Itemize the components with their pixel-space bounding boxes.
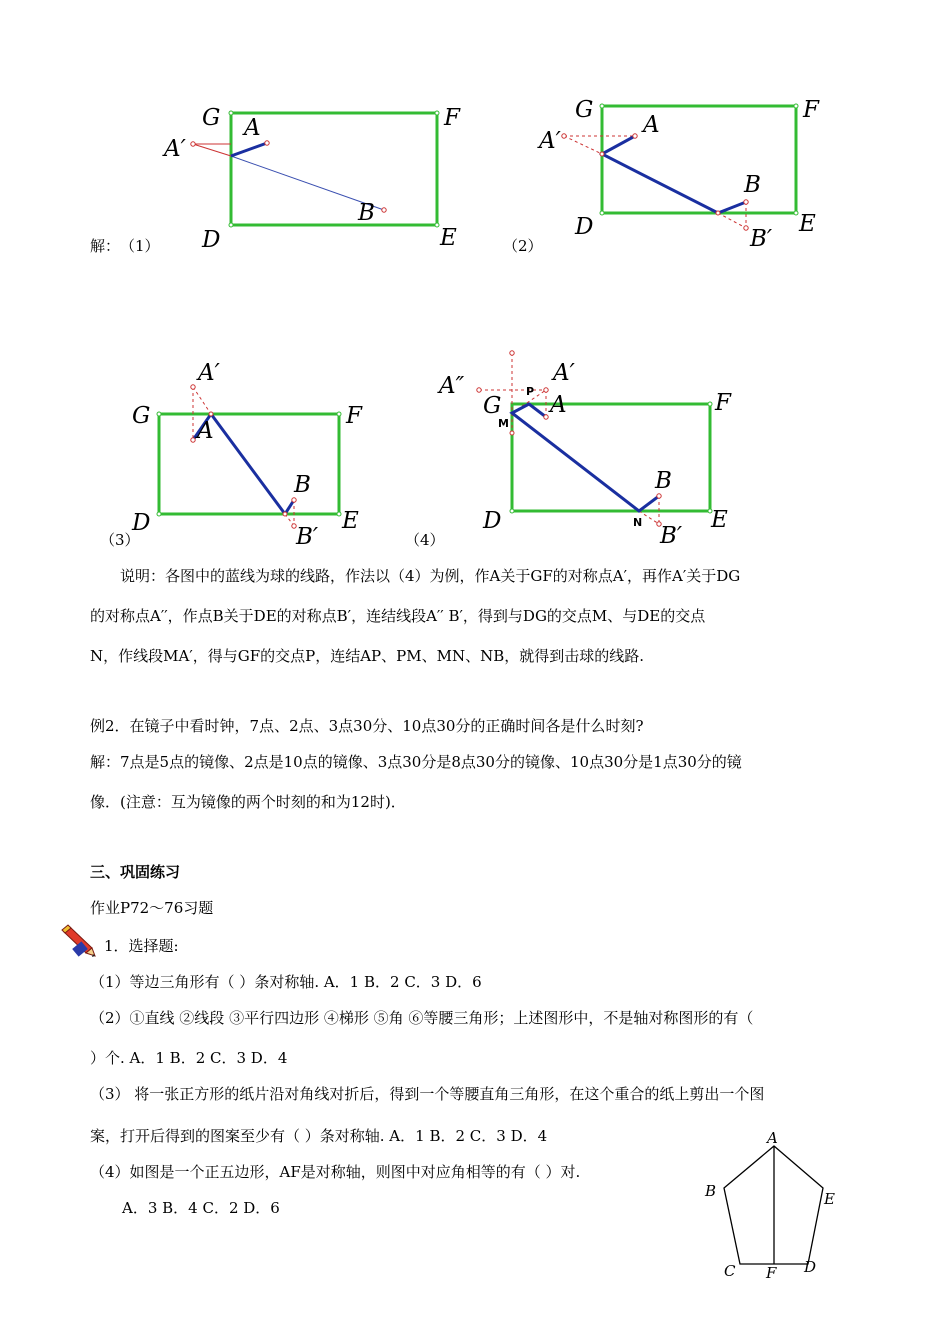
pentagon-label-A: A [767, 1129, 778, 1147]
label-F: F [715, 390, 731, 416]
figure-4 [435, 345, 745, 555]
label-M: M [498, 417, 509, 430]
homework-text: 作业P72～76习题 [90, 899, 214, 917]
label-G: G [132, 403, 151, 429]
label-D: D [132, 510, 151, 536]
label-D: D [202, 227, 221, 253]
label-E: E [440, 225, 457, 251]
figure-2-label: （2） [503, 237, 543, 255]
section3-title: 三、巩固练习 [90, 863, 181, 881]
label-B-prime: B′ [660, 523, 683, 549]
q1-1: （1）等边三角形有（ ）条对称轴. A．1 B．2 C．3 D．6 [90, 973, 482, 991]
label-F: F [346, 403, 362, 429]
q1-2-line-1: （2）①直线 ②线段 ③平行四边形 ④梯形 ⑤角 ⑥等腰三角形；上述图形中，不是轴对称图形的有（ [90, 1009, 754, 1027]
label-A-prime: A′ [198, 360, 220, 386]
pentagon-label-C: C [724, 1262, 736, 1280]
figure-2 [535, 90, 835, 260]
label-B: B [294, 472, 311, 498]
label-G: G [483, 393, 502, 419]
ball-path [602, 136, 746, 213]
label-N: N [633, 516, 643, 529]
billiard-table [602, 106, 796, 213]
billiard-table [231, 113, 437, 225]
billiard-table [512, 404, 710, 511]
q1-3-line-1: （3） 将一张正方形的纸片沿对角线对折后，得到一个等腰直角三角形，在这个重合的纸上剪出一个图 [90, 1085, 765, 1103]
label-A-prime: A′ [539, 128, 561, 154]
label-F: F [803, 97, 819, 123]
solution-prefix: 解： [90, 237, 121, 255]
q1-2-line-2: ）个. A．1 B．2 C．3 D．4 [90, 1049, 288, 1067]
label-D: D [575, 214, 594, 240]
label-A: A [643, 112, 660, 138]
label-B-prime: B′ [750, 226, 773, 252]
label-A-double-prime: A″ [439, 373, 465, 399]
explanation-line-3: N，作线段MA′，得与GF的交点P，连结AP、PM、MN、NB，就得到击球的线路. [90, 647, 644, 665]
label-A: A [197, 418, 214, 444]
pentagon-label-F: F [766, 1264, 777, 1282]
label-E: E [342, 508, 359, 534]
label-D: D [483, 508, 502, 534]
ball-path [512, 404, 659, 511]
ball-path [231, 143, 267, 156]
label-B: B [358, 200, 375, 226]
q1-4-options: A．3 B．4 C．2 D．6 [122, 1199, 280, 1217]
pentagon-label-D: D [804, 1258, 817, 1276]
pentagon-figure [700, 1126, 850, 1286]
explanation-line-1: 说明：各图中的蓝线为球的线路，作法以（4）为例，作A关于GF的对称点A′，再作A′关于DG [120, 567, 741, 585]
example2-answer-line-1: 解：7点是5点的镜像、2点是10点的镜像、3点30分是8点30分的镜像、10点30分是1点30分的镜 [90, 753, 742, 771]
label-F: F [444, 105, 460, 131]
label-A: A [244, 115, 261, 141]
label-P: P [526, 385, 535, 398]
label-B: B [744, 172, 761, 198]
label-E: E [799, 211, 816, 237]
example2-answer-line-2: 像．(注意：互为镜像的两个时刻的和为12时)． [90, 793, 406, 811]
figure-1 [160, 98, 480, 258]
figure-3-label: （3） [100, 531, 140, 549]
label-B: B [655, 468, 672, 494]
label-B-prime: B′ [296, 524, 319, 550]
figure-4-label: （4） [405, 531, 445, 549]
pentagon-label-B: B [705, 1182, 717, 1200]
example2-question: 例2．在镜子中看时钟，7点、2点、3点30分、10点30分的正确时间各是什么时刻? [90, 717, 644, 735]
explanation-line-2: 的对称点A′′，作点B关于DE的对称点B′，连结线段A′′ B′，得到与DG的交点M、与DE的交点 [90, 607, 706, 625]
label-A-prime: A′ [553, 360, 575, 386]
label-A-prime: A′ [164, 136, 186, 162]
label-G: G [202, 105, 221, 131]
label-E: E [711, 507, 728, 533]
q1-title: 1．选择题: [104, 937, 179, 955]
pentagon-label-E: E [824, 1190, 835, 1208]
label-G: G [575, 97, 594, 123]
q1-4: （4）如图是一个正五边形，AF是对称轴，则图中对应角相等的有（ ）对. [90, 1163, 581, 1181]
q1-3-line-2: 案，打开后得到的图案至少有（ ）条对称轴. A．1 B．2 C．3 D．4 [90, 1127, 548, 1145]
label-A: A [550, 392, 567, 418]
figure-3 [128, 360, 378, 550]
figure-1-label: （1） [120, 237, 160, 255]
